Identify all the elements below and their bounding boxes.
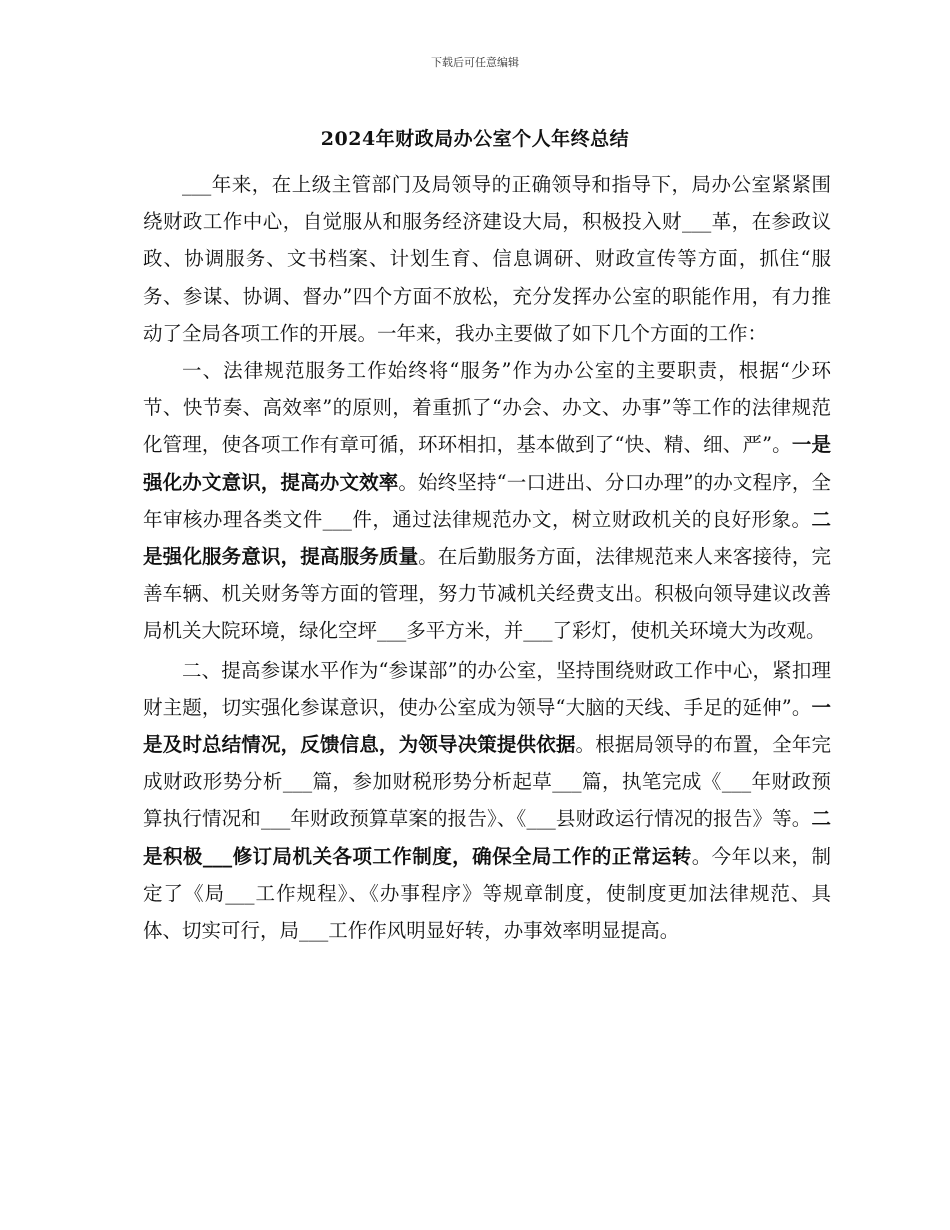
paragraph-text: 一、法律规范服务工作始终将“服务”作为办公室的主要职责，根据“少环节、快节奏、高效率”的原则，着重抓了“办会、办文、办事”等工作的法律规范化管理，使各项工作有章可循，环环相扣，基本做到了“快、精、细、严”。 (143, 359, 831, 457)
bold-heading: 二是强化服务意识，提高服务质量 (143, 507, 831, 569)
page-header-note: 下载后可任意编辑 (431, 56, 519, 69)
bold-heading: 一是及时总结情况，反馈信息，为领导决策提供依据 (143, 695, 831, 757)
paragraph-text: 。今年以来，制定了《局___工作规程》、《办事程序》等规章制度，使制度更加法律规范、具体、切实可行，局___工作作风明显好转，办事效率明显提高。 (143, 844, 831, 943)
document-title: 2024年财政局办公室个人年终总结 (320, 128, 630, 150)
paragraph-text: 。根据局领导的布置，全年完成财政形势分析___篇，参加财税形势分析起草___篇，执笔完成《___年财政预算执行情况和___年财政预算草案的报告》、《___县财政运行情况的报告》等。 (143, 733, 831, 831)
bold-heading: 二是积极___修订局机关各项工作制度，确保全局工作的正常运转 (143, 807, 831, 868)
paragraph-text: 。始终坚持“一口进出、分口办理”的办文程序，全年审核办理各类文件___件，通过法律规范办文，树立财政机关的良好形象。 (143, 470, 831, 531)
paragraph-section-two (143, 652, 831, 950)
paragraph-text: ___年来，在上级主管部门及局领导的正确领导和指导下，局办公室紧紧围绕财政工作中心，自觉服从和服务经济建设大局，积极投入财___革，在参政议政、协调服务、文书档案、计划生育、信息调研、财政宣传等方面，抓住“服务、参谋、协调、督办”四个方面不放松，充分发挥办公室的职能作用，有力推动了全局各项工作的开展。一年来，我办主要做了如下几个方面的工作： (143, 173, 831, 345)
bold-heading: 一是强化办文意识，提高办文效率 (143, 433, 831, 494)
paragraph-intro (143, 166, 831, 352)
paragraph-text: 二、提高参谋水平作为“参谋部”的办公室，坚持围绕财政工作中心，紧扣理财主题，切实强化参谋意识，使办公室成为领导“大脑的天线、手足的延伸”。 (143, 658, 831, 719)
document-body (143, 166, 831, 949)
paragraph-text: 。在后勤服务方面，法律规范来人来客接待，完善车辆、机关财务等方面的管理，努力节减机关经费支出。积极向领导建议改善局机关大院环境，绿化空坪___多平方米，并___了彩灯，使机关环境大为改观。 (143, 545, 831, 643)
paragraph-section-one (143, 352, 831, 650)
